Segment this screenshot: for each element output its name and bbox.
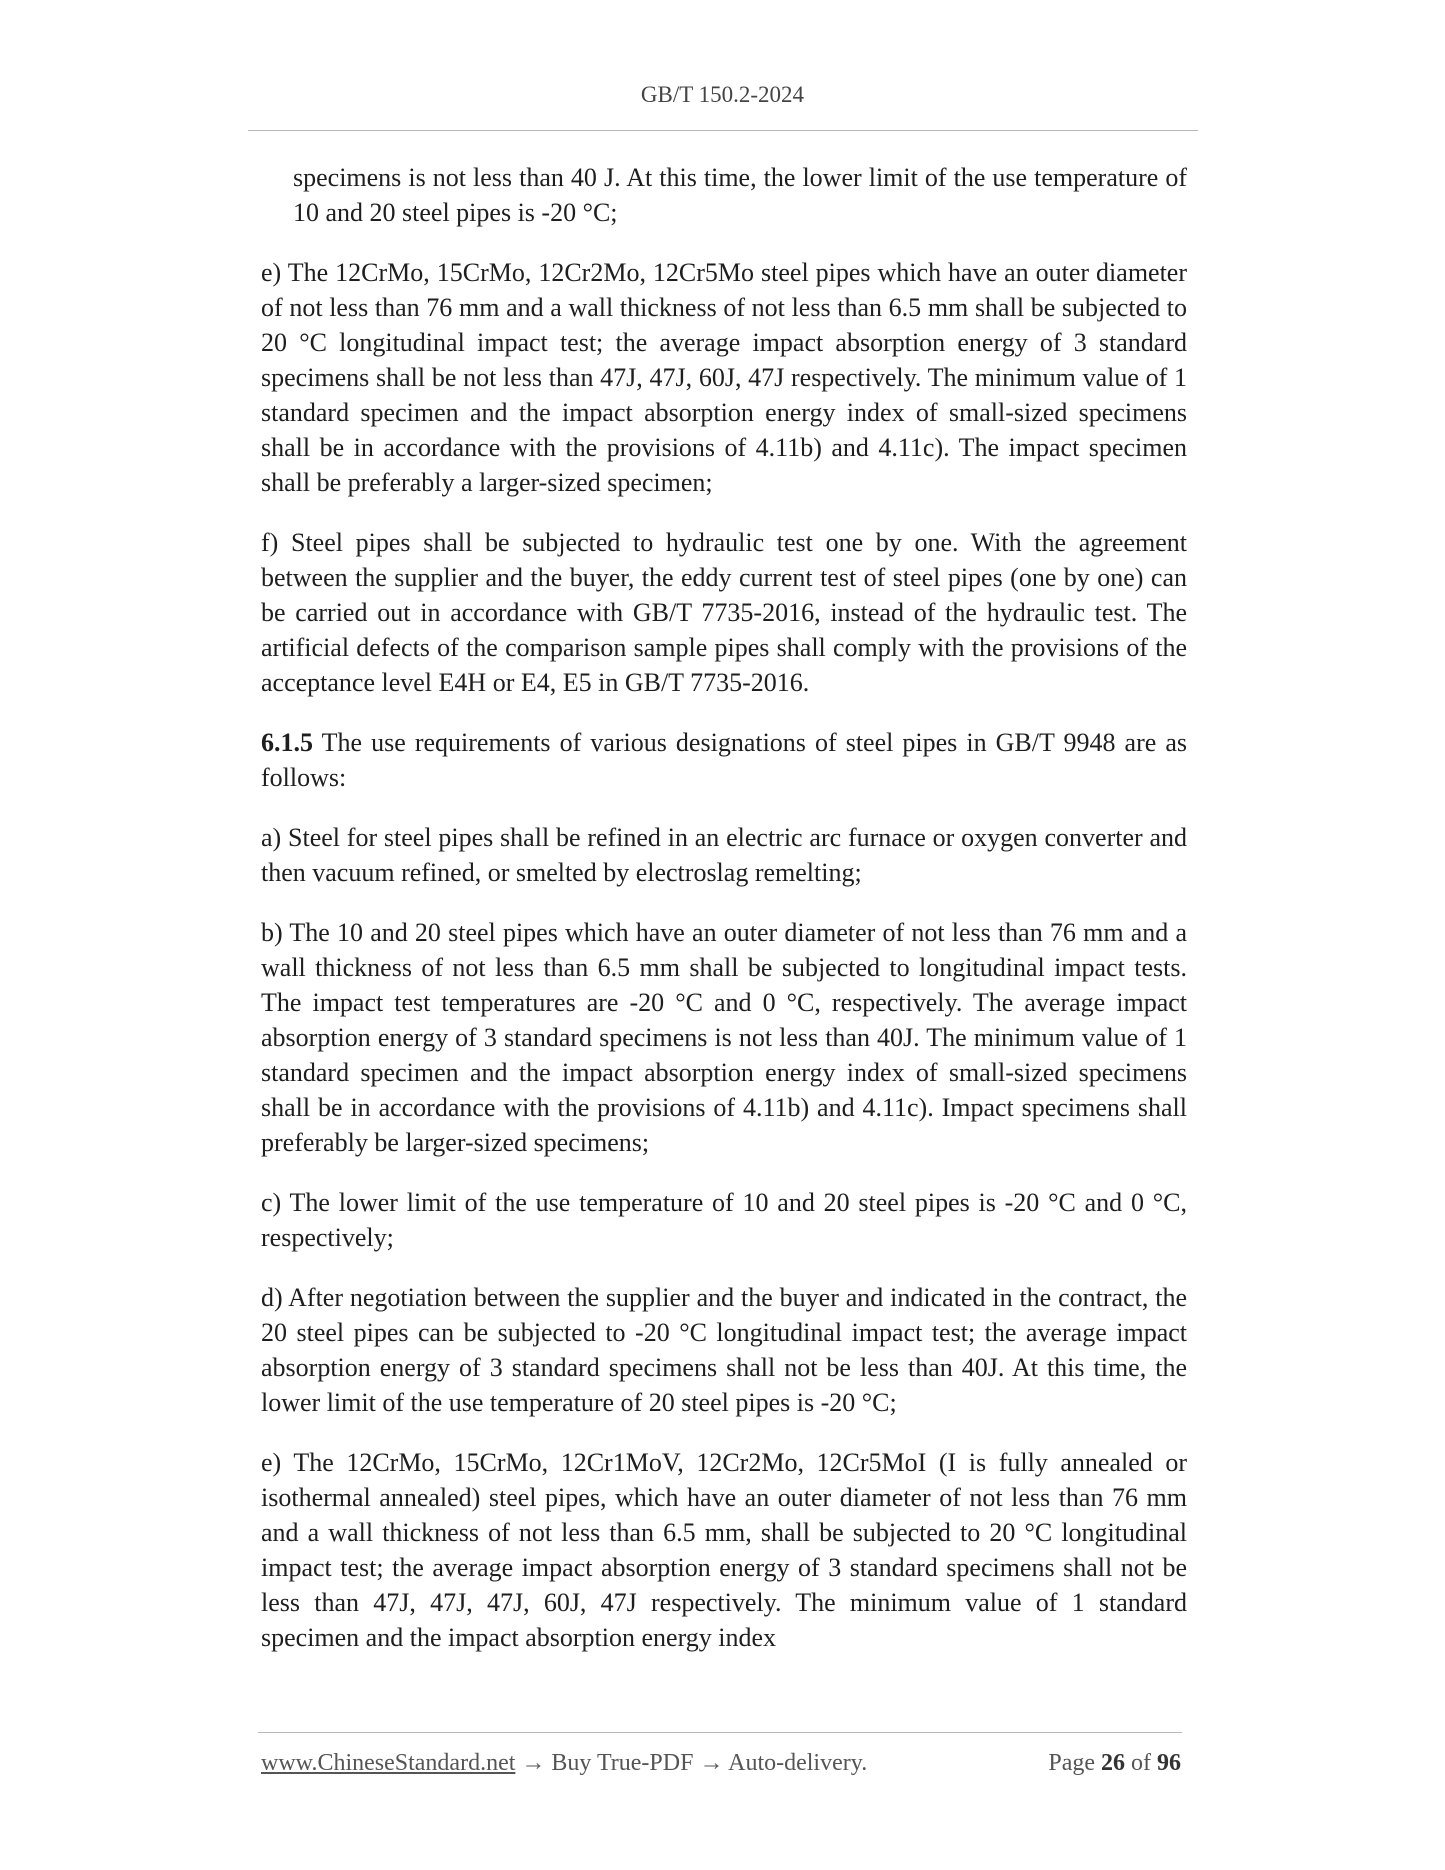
footer-tagline: → Buy True-PDF → Auto-delivery. <box>521 1750 868 1776</box>
doc-id: GB/T 150.2-2024 <box>640 82 805 107</box>
list-item-e-2 <box>261 1445 1187 1655</box>
page-current: 26 <box>1101 1750 1125 1776</box>
item-text: Steel pipes shall be subjected to hydraulic test one by one. With the agreement between the supplier and the buyer, the eddy current test of steel pipes (one by one) can be carried out in accordance with GB/T 7735-2016, instead of the hydraulic test. The artificial defects of the comparison sample pipes shall comply with the provisions of the acceptance level E4H or E4, E5 in GB/T 7735-2016. <box>261 528 1187 697</box>
list-item-a <box>261 820 1187 890</box>
list-item-b <box>261 915 1187 1160</box>
item-marker: a) <box>261 823 282 852</box>
item-text: The 12CrMo, 15CrMo, 12Cr1MoV, 12Cr2Mo, 12Cr5MoI (I is fully annealed or isothermal annealed) steel pipes, which have an outer diameter of not less than 76 mm and a wall thickness of not less than 6.5 mm, shall be subjected to 20 °C longitudinal impact test; the average impact absorption energy of 3 standard specimens shall not be less than 47J, 47J, 47J, 60J, 47J respectively. The minimum value of 1 standard specimen and the impact absorption energy index <box>261 1448 1187 1652</box>
item-text: Steel for steel pipes shall be refined in an electric arc furnace or oxygen converter and then vacuum refined, or smelted by electroslag remelting; <box>261 823 1187 887</box>
header-divider <box>248 130 1198 131</box>
item-text: After negotiation between the supplier and the buyer and indicated in the contract, the 20 steel pipes can be subjected to -20 °C longitudinal impact test; the average impact absorption energy of 3 standard specimens shall not be less than 40J. At this time, the lower limit of the use temperature of 20 steel pipes is -20 °C; <box>261 1283 1187 1417</box>
item-text: The lower limit of the use temperature of 10 and 20 steel pipes is -20 °C and 0 °C, respectively; <box>261 1188 1187 1252</box>
site-link[interactable]: www.ChineseStandard.net <box>261 1750 516 1776</box>
clause-text: The use requirements of various designations of steel pipes in GB/T 9948 are as follows: <box>261 728 1188 792</box>
item-marker: e) <box>261 258 282 287</box>
document-header <box>0 82 1445 108</box>
page-word: Page <box>1048 1750 1095 1776</box>
list-item-d <box>261 1280 1187 1420</box>
item-marker: b) <box>261 918 283 947</box>
list-prev-section <box>261 255 1187 700</box>
footer-divider <box>258 1732 1182 1733</box>
list-item-e <box>261 255 1187 500</box>
page-total: 96 <box>1157 1750 1181 1776</box>
page-content <box>261 160 1187 1680</box>
item-marker: c) <box>261 1188 282 1217</box>
of-word: of <box>1131 1750 1151 1776</box>
item-marker: f) <box>261 528 279 557</box>
list-item-f <box>261 525 1187 700</box>
list-item-c <box>261 1185 1187 1255</box>
item-text: The 12CrMo, 15CrMo, 12Cr2Mo, 12Cr5Mo steel pipes which have an outer diameter of not less than 76 mm and a wall thickness of not less than 6.5 mm shall be subjected to 20 °C longitudinal impact test; the average impact absorption energy of 3 standard specimens shall be not less than 47J, 47J, 60J, 47J respectively. The minimum value of 1 standard specimen and the impact absorption energy index of small-sized specimens shall be in accordance with the provisions of 4.11b) and 4.11c). The impact specimen shall be preferably a larger-sized specimen; <box>261 258 1187 497</box>
continued-paragraph: specimens is not less than 40 J. At this time, the lower limit of the use temperature of 10 and 20 steel pipes is -20 °C; <box>293 163 1187 227</box>
item-text: The 10 and 20 steel pipes which have an outer diameter of not less than 76 mm and a wall thickness of not less than 6.5 mm shall be subjected to longitudinal impact tests. The impact test temperatures are -20 °C and 0 °C, respectively. The average impact absorption energy of 3 standard specimens is not less than 40J. The minimum value of 1 standard specimen and the impact absorption energy index of small-sized specimens shall be in accordance with the provisions of 4.11b) and 4.11c). Impact specimens shall preferably be larger-sized specimens; <box>261 918 1188 1157</box>
item-marker: d) <box>261 1283 283 1312</box>
clause-6-1-5 <box>261 725 1187 795</box>
page-indicator <box>1048 1750 1181 1777</box>
clause-number: 6.1.5 <box>261 728 313 757</box>
list-clause-6-1-5 <box>261 820 1187 1655</box>
item-marker: e) <box>261 1448 282 1477</box>
